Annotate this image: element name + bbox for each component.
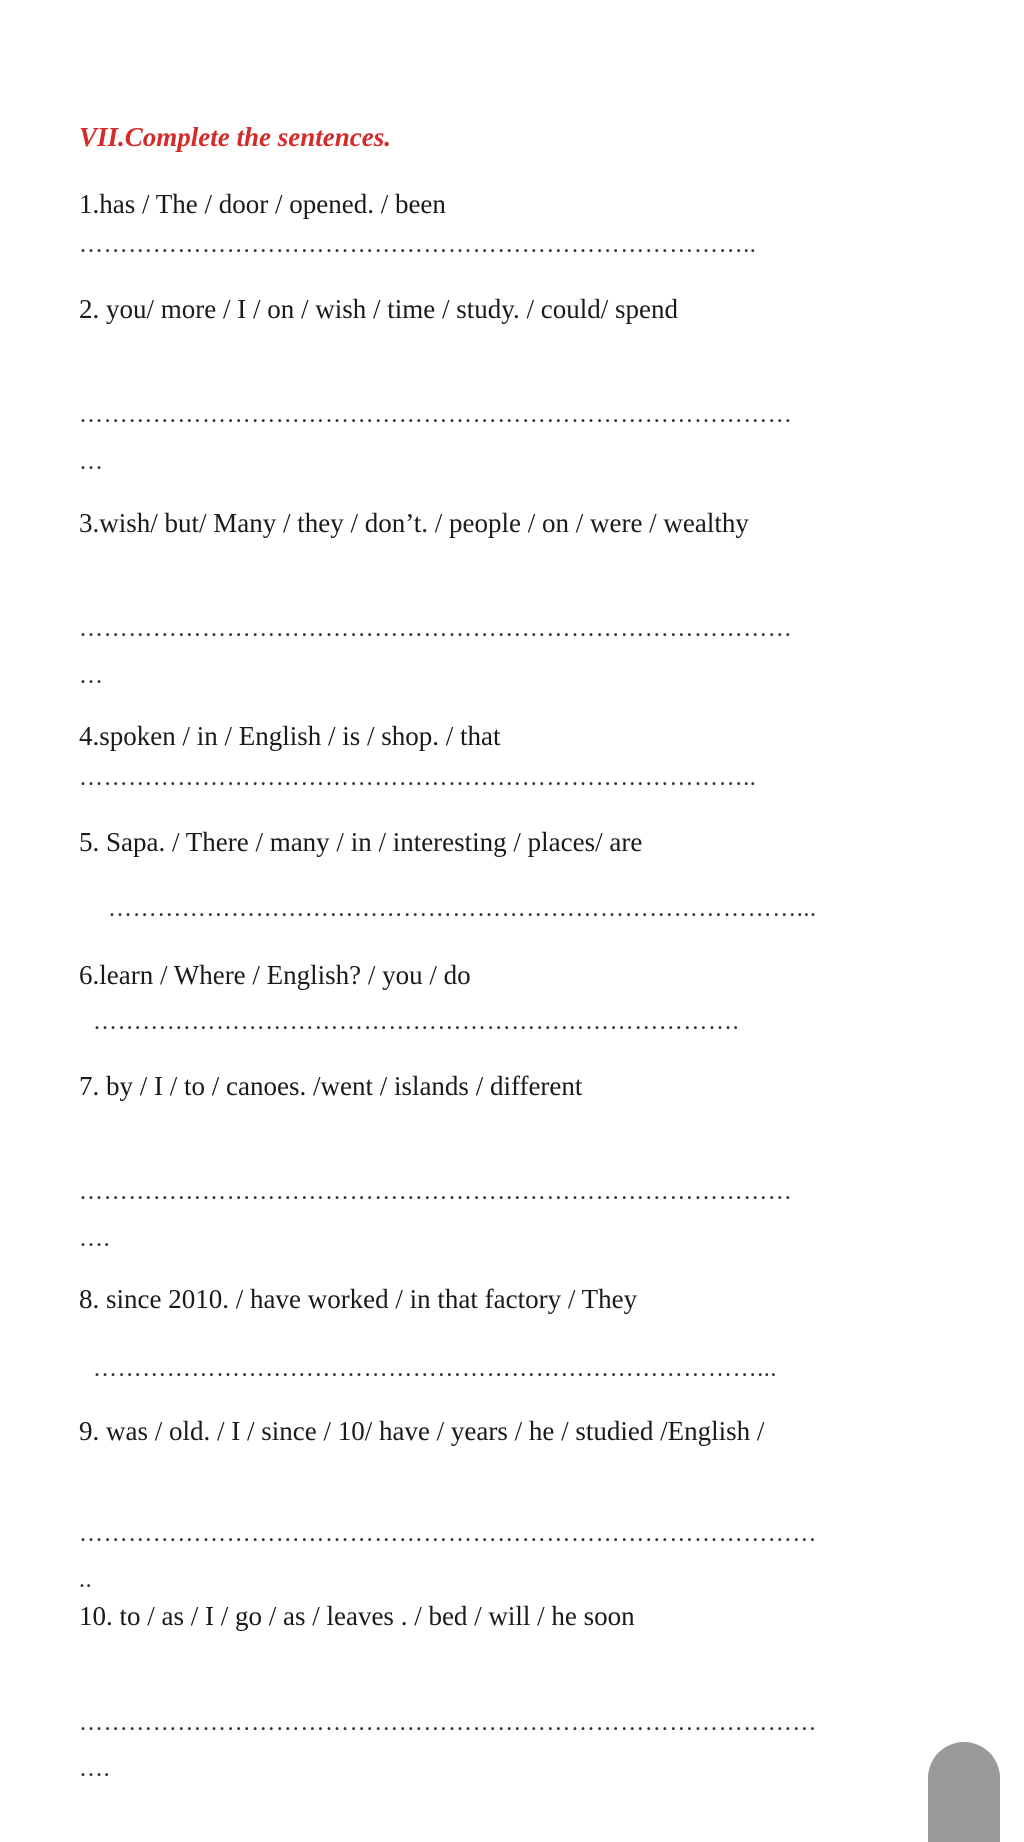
answer-line-4[interactable]: ……………………………………………………………………….. bbox=[79, 766, 757, 790]
question-8: 8. since 2010. / have worked / in that factory / They bbox=[79, 1284, 638, 1314]
answer-line-7[interactable]: …………………………………………………………………………… bbox=[79, 1180, 793, 1204]
question-9: 9. was / old. / I / since / 10/ have / years / he / studied /English / bbox=[79, 1416, 765, 1446]
answer-line-8[interactable]: ………………………………………………………………………... bbox=[93, 1357, 777, 1381]
question-1: 1.has / The / door / opened. / been bbox=[79, 189, 446, 219]
question-10: 10. to / as / I / go / as / leaves . / bed / will / he soon bbox=[79, 1601, 635, 1631]
answer-line-10[interactable]: ……………………………………………………………………………… bbox=[79, 1711, 817, 1735]
answer-line-10-continued: …. bbox=[79, 1756, 111, 1782]
question-7: 7. by / I / to / canoes. /went / islands / different bbox=[79, 1071, 583, 1101]
answer-line-6[interactable]: ……………………………………………………………………. bbox=[93, 1010, 740, 1034]
question-5: 5. Sapa. / There / many / in / interesting / places/ are bbox=[79, 827, 643, 857]
answer-line-2[interactable]: …………………………………………………………………………… bbox=[79, 403, 793, 427]
question-4: 4.spoken / in / English / is / shop. / that bbox=[79, 721, 501, 751]
answer-line-1[interactable]: ……………………………………………………………………….. bbox=[79, 233, 757, 257]
answer-line-5[interactable]: …………………………………………………………………………... bbox=[108, 897, 817, 921]
question-6: 6.learn / Where / English? / you / do bbox=[79, 960, 471, 990]
floating-action-button[interactable] bbox=[928, 1742, 1000, 1842]
answer-line-9[interactable]: ……………………………………………………………………………… bbox=[79, 1522, 817, 1546]
answer-line-3-continued: … bbox=[79, 663, 104, 689]
answer-line-2-continued: … bbox=[79, 449, 104, 475]
answer-line-9-continued: .. bbox=[79, 1567, 93, 1593]
question-3: 3.wish/ but/ Many / they / don’t. / people / on / were / wealthy bbox=[79, 508, 749, 538]
question-2: 2. you/ more / I / on / wish / time / study. / could/ spend bbox=[79, 294, 678, 324]
exercise-title: VII.Complete the sentences. bbox=[79, 122, 391, 152]
answer-line-7-continued: …. bbox=[79, 1226, 111, 1252]
answer-line-3[interactable]: …………………………………………………………………………… bbox=[79, 617, 793, 641]
